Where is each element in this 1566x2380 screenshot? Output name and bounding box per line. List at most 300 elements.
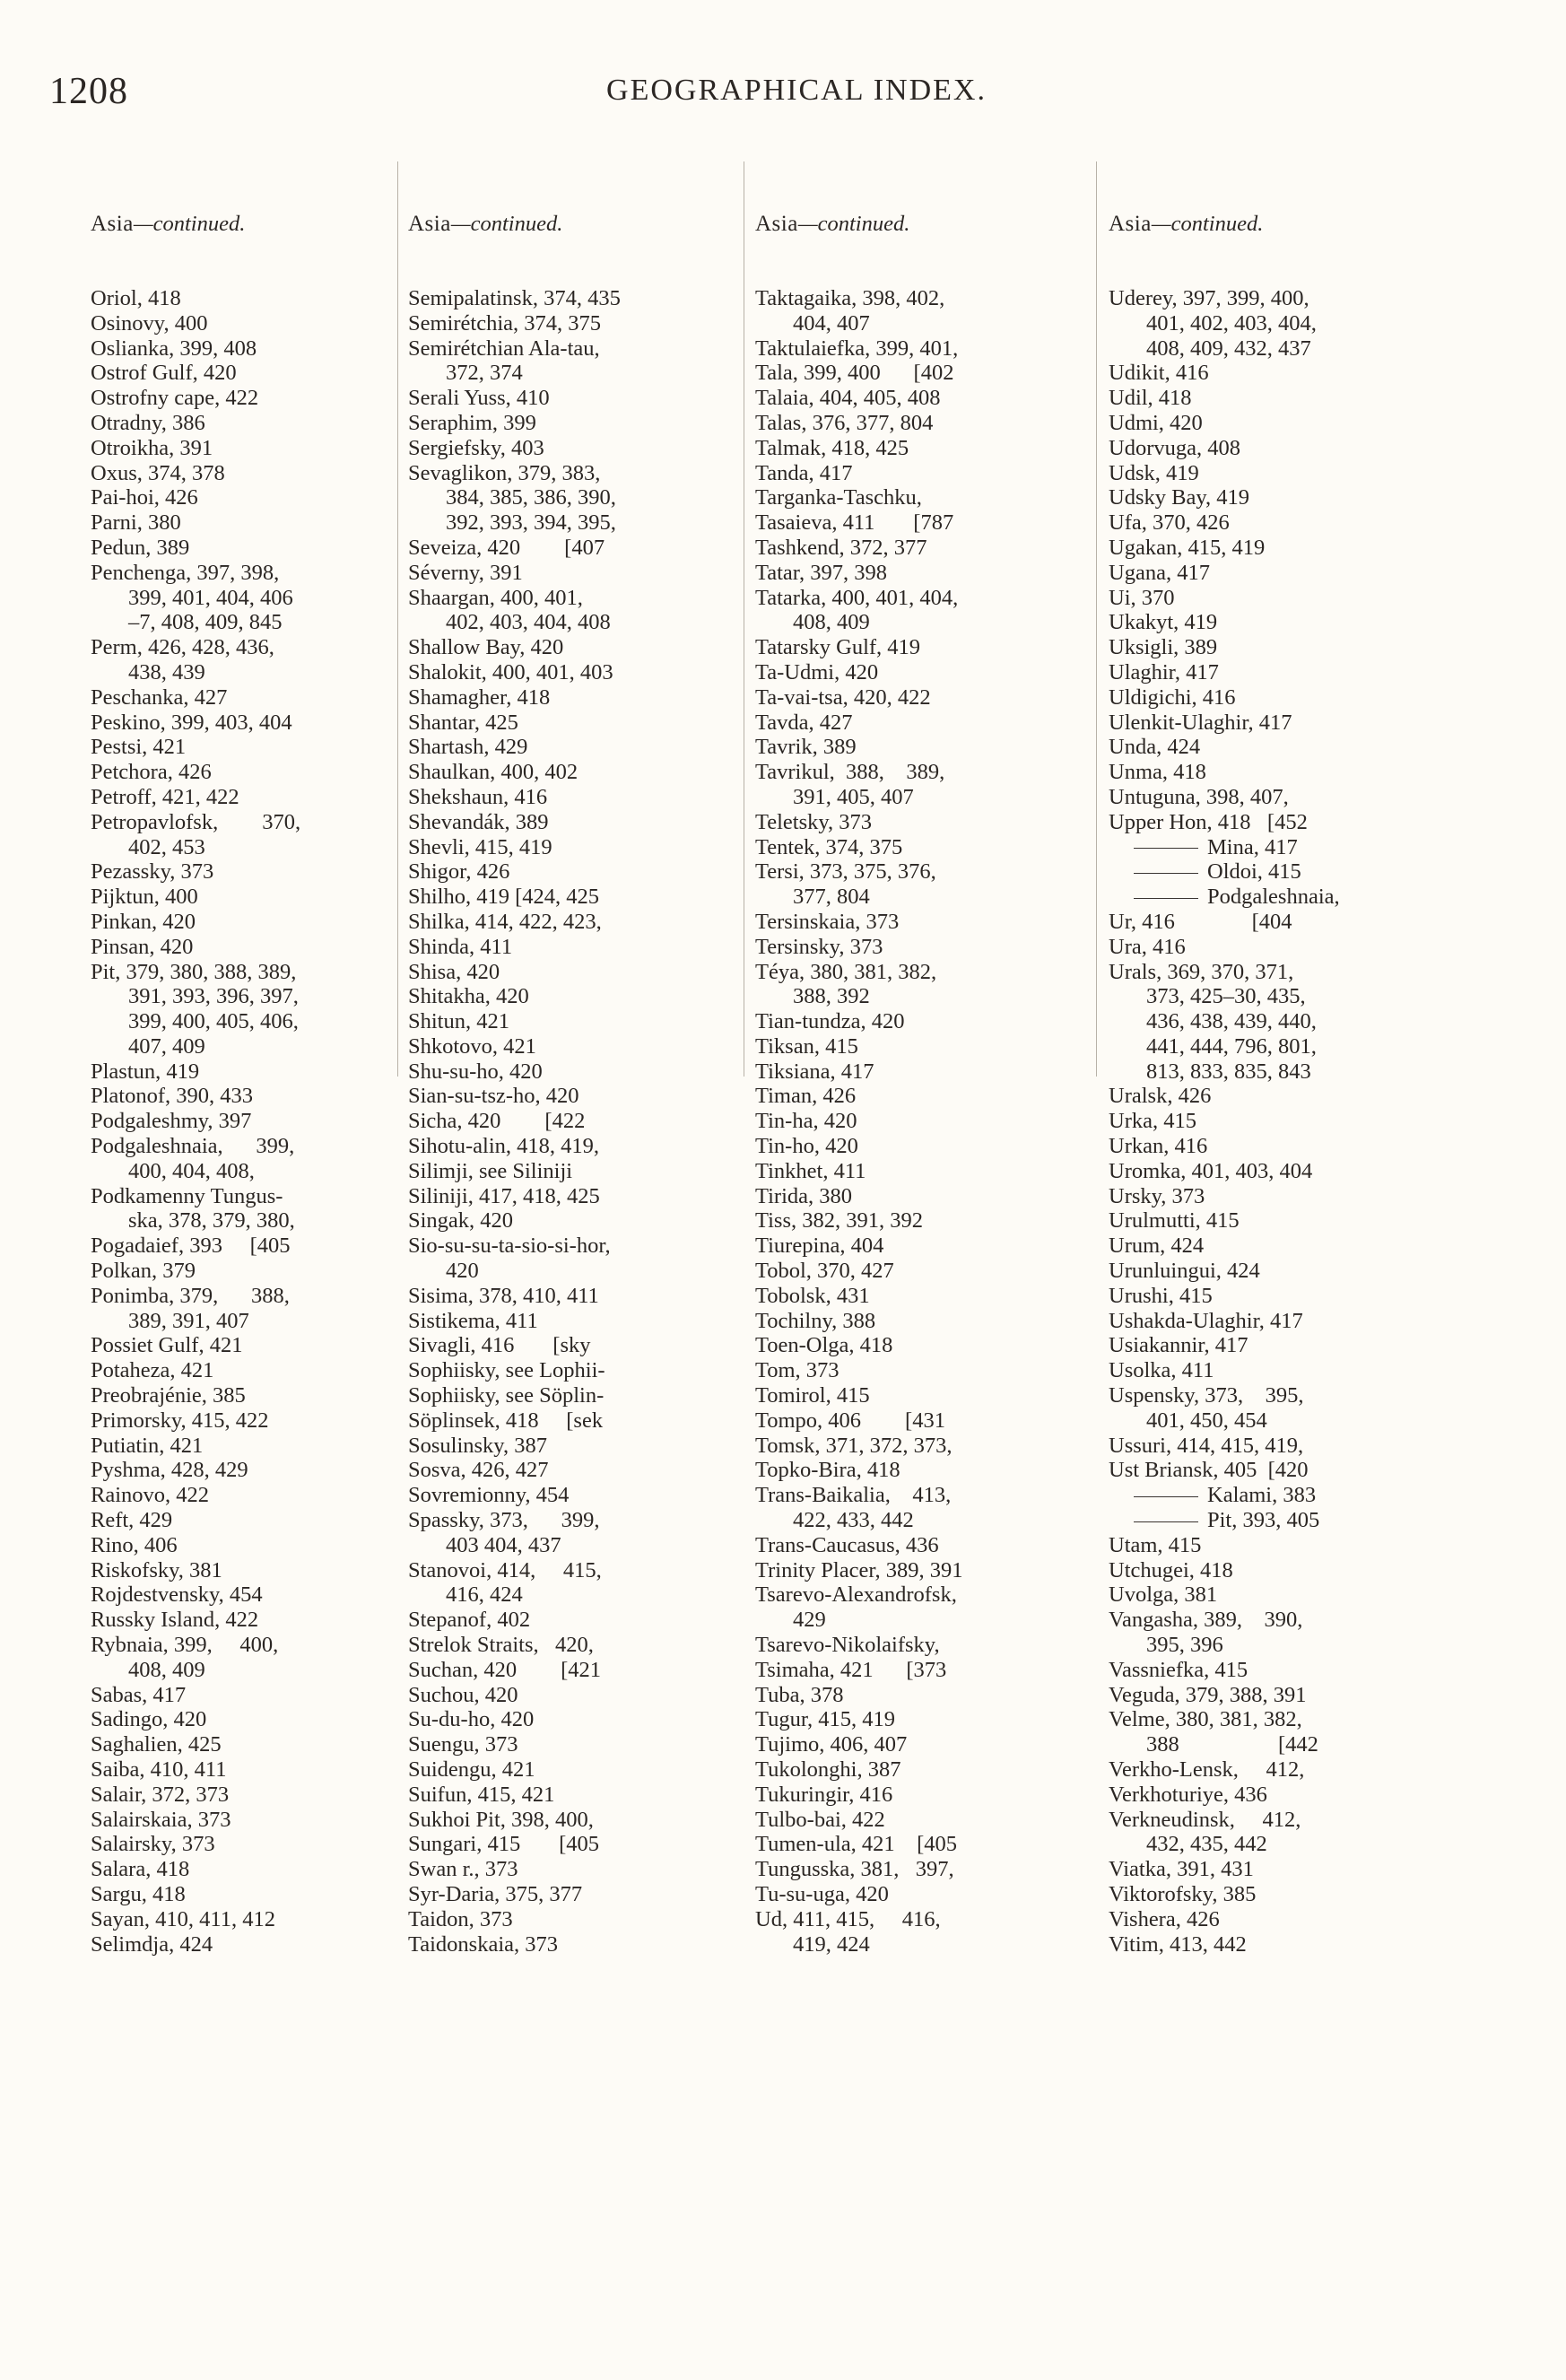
index-entry [408,1907,731,1932]
index-entry-continuation [755,984,1078,1009]
entry-text: Tujimo, 406, 407 [755,1732,908,1757]
entry-text: Ostrof Gulf, 420 [91,361,237,386]
entry-text: Tatar, 397, 398 [755,560,887,585]
entry-text: 399, 400, 405, 406, [128,1009,299,1034]
index-entry [755,1408,1078,1434]
entry-text: Tom, 373 [755,1358,840,1383]
index-entry [91,1434,387,1459]
entry-text: Sosulinsky, 387 [408,1433,547,1458]
index-entry [91,1483,387,1508]
index-entry [755,1259,1078,1284]
entry-text: Pijktun, 400 [91,885,198,910]
entry-text: Teletsky, 373 [755,809,873,834]
index-entry [91,1533,387,1558]
index-entry [755,1582,1078,1608]
entry-text: Verkho-Lensk, 412, [1109,1757,1305,1782]
entry-text: 419, 424 [793,1931,870,1957]
index-entry-continuation [755,885,1078,910]
entry-text: Vassniefka, 415 [1109,1657,1248,1682]
index-entry-continuation [91,610,387,635]
index-entry [1109,411,1431,436]
entry-text: Targanka-Taschku, [755,485,922,510]
entry-list [408,286,731,1957]
index-entry [408,935,731,960]
entry-text: Tiksan, 415 [755,1033,858,1059]
entry-text: Saghalien, 425 [91,1732,222,1757]
index-entry [91,536,387,561]
entry-text: Sophiisky, see Söplin- [408,1383,605,1408]
entry-text: Tobolsk, 431 [755,1283,870,1308]
entry-text: Söplinsek, 418 [sek [408,1408,604,1433]
entry-text: Seveiza, 420 [407 [408,535,605,560]
entry-text: Shevandák, 389 [408,809,549,834]
entry-text: Shitun, 421 [408,1009,509,1034]
index-entry [1109,1358,1431,1383]
entry-text: Sicha, 420 [422 [408,1109,586,1134]
entry-text: Ust Briansk, 405 [420 [1109,1458,1309,1483]
entry-text: Serali Yuss, 410 [408,386,550,411]
index-entry-continuation [91,660,387,685]
index-entry [91,1333,387,1358]
index-entry [91,1358,387,1383]
index-entry [755,1458,1078,1483]
index-entry [1109,1882,1431,1907]
entry-text: Shitakha, 420 [408,984,529,1009]
entry-text: Sio-su-su-ta-sio-si-hor, [408,1234,611,1259]
entry-text: Séverny, 391 [408,560,523,585]
index-entry [408,685,731,711]
entry-text: Uralsk, 426 [1109,1084,1212,1109]
entry-text: Sistikema, 411 [408,1308,538,1333]
index-entry [408,436,731,461]
entry-text: Petchora, 426 [91,760,212,785]
entry-text: Tsarevo-Alexandrofsk, [755,1582,957,1608]
index-entry [755,1284,1078,1309]
index-entry [91,561,387,586]
entry-text: 813, 833, 835, 843 [1146,1059,1311,1084]
index-entry [755,1683,1078,1708]
column-heading [91,212,387,237]
index-entry [1109,1508,1431,1533]
entry-text: Ta-Udmi, 420 [755,659,879,684]
index-entry [408,735,731,760]
entry-text: Ui, 370 [1109,585,1175,610]
entry-text: Putiatin, 421 [91,1433,204,1458]
index-entry [755,1658,1078,1683]
index-entry [755,1882,1078,1907]
index-entry [408,885,731,910]
index-entry [755,1159,1078,1184]
index-entry [755,910,1078,935]
entry-text: Unda, 424 [1109,735,1201,760]
entry-text: Verkhoturiye, 436 [1109,1782,1267,1807]
entry-text: 391, 405, 407 [793,784,914,809]
index-entry-continuation [91,1309,387,1334]
entry-text: Strelok Straits, 420, [408,1633,594,1658]
index-entry [91,361,387,386]
entry-text: Trans-Baikalia, 413, [755,1483,952,1508]
entry-text: Tavda, 427 [755,710,853,735]
entry-text: Selimdja, 424 [91,1931,213,1957]
index-entry [1109,386,1431,411]
index-entry [1109,1783,1431,1808]
entry-text: Saiba, 410, 411 [91,1757,227,1782]
index-entry [1109,1857,1431,1882]
index-entry [91,859,387,885]
entry-text: 391, 393, 396, 397, [128,984,299,1009]
ditto-dash [1134,873,1198,874]
index-entry [408,336,731,362]
entry-text: Salairsky, 373 [91,1832,215,1857]
column-divider [1096,161,1097,1077]
entry-text: Pogadaief, 393 [405 [91,1234,291,1259]
ditto-dash [1134,1496,1198,1497]
entry-text: Tersinskaia, 373 [755,909,900,934]
column-heading [408,212,731,237]
entry-text: Udikit, 416 [1109,361,1209,386]
index-entry [91,311,387,336]
index-entry [91,1608,387,1633]
index-entry [755,1009,1078,1034]
index-entry-continuation [755,785,1078,810]
entry-text: Sihotu-alin, 418, 419, [408,1134,600,1159]
index-entry [1109,1558,1431,1583]
entry-text: Tobol, 370, 427 [755,1259,894,1284]
index-column-4 [1109,161,1431,1982]
index-entry [408,1208,731,1234]
entry-text: ska, 378, 379, 380, [128,1208,295,1234]
index-entry [408,1034,731,1059]
index-entry [1109,1608,1431,1633]
index-entry [408,760,731,785]
index-entry [91,461,387,486]
entry-text: Tirida, 380 [755,1183,853,1208]
entry-text: Sukhoi Pit, 398, 400, [408,1807,594,1832]
index-entry [755,760,1078,785]
index-entry [91,960,387,985]
entry-text: Ponimba, 379, 388, [91,1283,290,1308]
entry-text: Tsimaha, 421 [373 [755,1657,947,1682]
index-entry [755,1757,1078,1783]
heading-region: Asia [408,211,451,236]
index-entry [91,1857,387,1882]
index-entry [755,810,1078,835]
index-entry [1109,711,1431,736]
entry-text: Tulbo-bai, 422 [755,1807,885,1832]
entry-text: Salair, 372, 373 [91,1782,230,1807]
entry-text: Stanovoi, 414, 415, [408,1557,602,1582]
entry-text: Petropavlofsk, 370, [91,809,301,834]
entry-text: Tatarsky Gulf, 419 [755,635,921,660]
index-entry [408,286,731,311]
index-entry [755,1783,1078,1808]
index-entry [755,1732,1078,1757]
index-entry [755,361,1078,386]
entry-text: Oriol, 418 [91,285,181,310]
index-entry [91,885,387,910]
index-entry [91,711,387,736]
entry-text: Sovremionny, 454 [408,1483,570,1508]
entry-text: 404, 407 [793,310,870,336]
entry-text: Tersinsky, 373 [755,934,883,959]
entry-text: Topko-Bira, 418 [755,1458,900,1483]
entry-list [1109,286,1431,1957]
index-entry [408,1732,731,1757]
entry-text: Shilho, 419 [424, 425 [408,885,600,910]
index-entry [91,1383,387,1408]
entry-text: Shallow Bay, 420 [408,635,564,660]
entry-text: Tu-su-uga, 420 [755,1881,889,1906]
index-entry [408,1783,731,1808]
entry-text: Vishera, 426 [1109,1906,1220,1931]
entry-text: 392, 393, 394, 395, [446,510,616,536]
entry-text: Shaargan, 400, 401, [408,585,583,610]
entry-text: 408, 409 [793,610,870,635]
index-entry [755,1309,1078,1334]
index-entry [91,1783,387,1808]
index-entry [408,461,731,486]
index-entry [91,411,387,436]
entry-text: Russky Island, 422 [91,1608,259,1633]
entry-text: Taidonskaia, 373 [408,1931,559,1957]
index-entry-continuation [755,311,1078,336]
entry-text: 389, 391, 407 [128,1308,249,1333]
index-entry [1109,1483,1431,1508]
entry-text: Sisima, 378, 410, 411 [408,1283,599,1308]
index-entry-continuation [755,610,1078,635]
entry-text: Podkamenny Tungus- [91,1183,283,1208]
index-entry [1109,436,1431,461]
index-entry-continuation [1109,1034,1431,1059]
entry-text: Tentek, 374, 375 [755,834,903,859]
page-number: 1208 [49,71,128,112]
index-entry-continuation [408,485,731,510]
entry-text: 401, 450, 454 [1146,1408,1267,1433]
index-entry [91,1757,387,1783]
entry-text: Stepanof, 402 [408,1608,531,1633]
entry-text: Sian-su-tsz-ho, 420 [408,1084,579,1109]
index-entry [1109,1208,1431,1234]
entry-text: Tukuringir, 416 [755,1782,893,1807]
index-entry-continuation [408,1533,731,1558]
entry-text: Velme, 380, 381, 382, [1109,1707,1302,1732]
entry-text: 401, 402, 403, 404, [1146,310,1317,336]
index-entry-continuation [408,1259,731,1284]
entry-text: Ussuri, 414, 415, 419, [1109,1433,1304,1458]
index-entry-continuation [1109,1732,1431,1757]
entry-text: Seraphim, 399 [408,410,536,435]
index-entry [408,1434,731,1459]
index-entry [91,1932,387,1957]
index-entry [408,1458,731,1483]
entry-text: Rybnaia, 399, 400, [91,1633,279,1658]
entry-text: 402, 403, 404, 408 [446,610,611,635]
entry-text: Ukakyt, 419 [1109,610,1218,635]
entry-text: Veguda, 379, 388, 391 [1109,1682,1307,1707]
entry-text: Sivagli, 416 [sky [408,1333,591,1358]
index-entry-continuation [755,1508,1078,1533]
entry-list [755,286,1078,1957]
index-entry [755,1134,1078,1159]
index-entry [408,561,731,586]
index-entry [1109,835,1431,860]
index-entry [1109,1284,1431,1309]
entry-text: Sungari, 415 [405 [408,1832,599,1857]
entry-text: Otroikha, 391 [91,435,213,460]
index-entry [1109,1234,1431,1259]
index-entry [408,1084,731,1109]
entry-text: 402, 453 [128,834,205,859]
index-entry [408,1683,731,1708]
entry-text: Primorsky, 415, 422 [91,1408,269,1433]
entry-text: Ursky, 373 [1109,1183,1205,1208]
index-entry-continuation [755,1608,1078,1633]
index-entry [755,635,1078,660]
entry-text: Ulaghir, 417 [1109,659,1219,684]
entry-text: Taktulaiefka, 399, 401, [755,336,959,361]
index-entry [91,910,387,935]
entry-text: Urum, 424 [1109,1234,1205,1259]
entry-text: Riskofsky, 381 [91,1557,222,1582]
index-entry [91,1582,387,1608]
index-entry [755,1358,1078,1383]
index-entry [755,935,1078,960]
entry-text: Suchou, 420 [408,1682,518,1707]
index-entry [408,835,731,860]
index-entry [755,1633,1078,1658]
entry-text: Viktorofsky, 385 [1109,1881,1257,1906]
entry-text: Potaheza, 421 [91,1358,214,1383]
entry-text: Ugana, 417 [1109,560,1210,585]
index-entry [1109,685,1431,711]
index-entry [1109,561,1431,586]
entry-text: Tiurepina, 404 [755,1234,884,1259]
entry-text: Sabas, 417 [91,1682,187,1707]
index-entry [408,1707,731,1732]
entry-text: Pinsan, 420 [91,934,194,959]
entry-text: Usiakannir, 417 [1109,1333,1248,1358]
index-entry-continuation [408,610,731,635]
entry-text: Rino, 406 [91,1532,178,1557]
entry-text: 408, 409, 432, 437 [1146,336,1311,361]
index-entry-continuation [755,1932,1078,1957]
entry-text: 407, 409 [128,1033,205,1059]
index-entry [1109,1434,1431,1459]
index-entry [91,1707,387,1732]
index-entry [408,660,731,685]
index-entry-continuation [91,1159,387,1184]
entry-text: Tatarka, 400, 401, 404, [755,585,959,610]
index-column-3 [755,161,1078,1982]
entry-text: Kalami, 383 [1207,1483,1317,1508]
entry-list [91,286,387,1957]
index-entry [755,735,1078,760]
index-entry [91,1234,387,1259]
index-entry [1109,610,1431,635]
index-entry [408,1134,731,1159]
index-entry [1109,286,1431,311]
index-entry [408,1358,731,1383]
index-entry [408,1808,731,1833]
index-entry [755,960,1078,985]
entry-text: Uvolga, 381 [1109,1582,1218,1608]
entry-text: Tashkend, 372, 377 [755,535,927,560]
index-entry [755,835,1078,860]
entry-text: Tian-tundza, 420 [755,1009,905,1034]
index-entry-continuation [408,510,731,536]
entry-text: Parni, 380 [91,510,181,536]
index-entry [755,586,1078,611]
ditto-dash [1134,898,1198,899]
index-entry-continuation [91,586,387,611]
entry-text: Suchan, 420 [421 [408,1657,602,1682]
index-entry [91,735,387,760]
index-entry-continuation [1109,311,1431,336]
index-entry [408,586,731,611]
index-entry [1109,635,1431,660]
ditto-dash [1134,848,1198,849]
index-entry [755,1034,1078,1059]
index-entry [408,785,731,810]
entry-text: 395, 396 [1146,1633,1223,1658]
entry-text: Tin-ho, 420 [755,1134,858,1159]
index-entry [408,536,731,561]
entry-text: 408, 409 [128,1657,205,1682]
entry-text: Udorvuga, 408 [1109,435,1240,460]
index-entry [1109,1658,1431,1683]
entry-text: Shalokit, 400, 401, 403 [408,659,613,684]
entry-text: Udmi, 420 [1109,410,1203,435]
index-entry [91,760,387,785]
entry-text: 403 404, 437 [446,1532,561,1557]
index-entry [1109,1932,1431,1957]
index-entry [755,1533,1078,1558]
entry-text: Utam, 415 [1109,1532,1202,1557]
entry-text: 384, 385, 386, 390, [446,485,616,510]
index-entry [91,1633,387,1658]
entry-text: Tompo, 406 [431 [755,1408,945,1433]
entry-text: Salara, 418 [91,1857,190,1882]
entry-text: Penchenga, 397, 398, [91,560,280,585]
index-entry [91,386,387,411]
index-entry [408,1857,731,1882]
entry-text: Peskino, 399, 403, 404 [91,710,292,735]
entry-text: Ta-vai-tsa, 420, 422 [755,684,931,710]
index-entry [408,1109,731,1134]
index-entry [755,1109,1078,1134]
index-entry [408,1059,731,1085]
index-entry [408,910,731,935]
index-entry [408,1508,731,1533]
entry-text: Petroff, 421, 422 [91,784,239,809]
entry-text: Sadingo, 420 [91,1707,207,1732]
index-entry [755,1184,1078,1209]
index-entry [755,1084,1078,1109]
entry-text: Urals, 369, 370, 371, [1109,959,1294,984]
index-entry [91,1109,387,1134]
index-entry [408,386,731,411]
index-entry [408,1882,731,1907]
entry-text: Shantar, 425 [408,710,518,735]
entry-text: Oxus, 374, 378 [91,460,225,485]
index-entry-continuation [1109,984,1431,1009]
entry-text: Shkotovo, 421 [408,1033,536,1059]
entry-text: Ostrofny cape, 422 [91,386,259,411]
entry-text: Ur, 416 [404 [1109,909,1292,934]
entry-text: Tinkhet, 411 [755,1158,866,1183]
entry-text: Tavrikul, 388, 389, [755,760,945,785]
index-entry [755,536,1078,561]
